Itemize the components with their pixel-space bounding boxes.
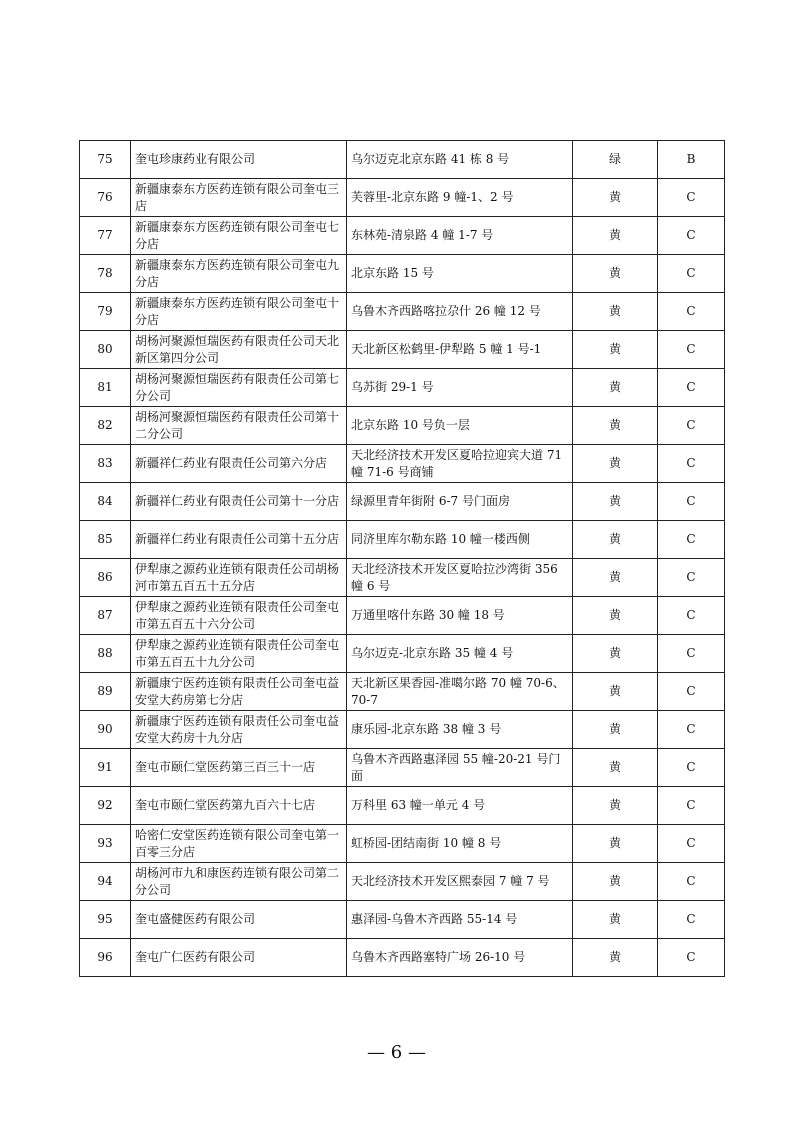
risk-color: 黄 — [573, 179, 658, 217]
company-name: 新疆康泰东方医药连锁有限公司奎屯三店 — [131, 179, 347, 217]
table-row — [80, 635, 725, 673]
risk-color: 黄 — [573, 597, 658, 635]
company-name: 新疆康宁医药连锁有限责任公司奎屯益安堂大药房第七分店 — [131, 673, 347, 711]
store-address: 乌鲁木齐西路塞特广场 26-10 号 — [347, 939, 573, 977]
risk-color: 黄 — [573, 369, 658, 407]
table-row — [80, 217, 725, 255]
company-name: 奎屯珍康药业有限公司 — [131, 141, 347, 179]
row-number: 87 — [80, 597, 131, 635]
table-row — [80, 901, 725, 939]
store-address: 绿源里青年街附 6-7 号门面房 — [347, 483, 573, 521]
company-name: 新疆康泰东方医药连锁有限公司奎屯九分店 — [131, 255, 347, 293]
table-row — [80, 445, 725, 483]
credit-grade: C — [658, 445, 725, 483]
row-number: 75 — [80, 141, 131, 179]
table-row — [80, 483, 725, 521]
table-row — [80, 863, 725, 901]
store-address: 万科里 63 幢一单元 4 号 — [347, 787, 573, 825]
store-address: 天北新区松鹤里-伊犁路 5 幢 1 号-1 — [347, 331, 573, 369]
credit-grade: C — [658, 673, 725, 711]
company-name: 伊犁康之源药业连锁有限责任公司奎屯市第五百五十六分公司 — [131, 597, 347, 635]
table-row — [80, 673, 725, 711]
store-address: 康乐园-北京东路 38 幢 3 号 — [347, 711, 573, 749]
table-row — [80, 939, 725, 977]
company-name: 奎屯市颐仁堂医药第九百六十七店 — [131, 787, 347, 825]
risk-color: 黄 — [573, 939, 658, 977]
table-row — [80, 559, 725, 597]
table-row — [80, 749, 725, 787]
row-number: 76 — [80, 179, 131, 217]
risk-color: 黄 — [573, 293, 658, 331]
store-address: 乌苏街 29-1 号 — [347, 369, 573, 407]
company-name: 新疆康泰东方医药连锁有限公司奎屯七分店 — [131, 217, 347, 255]
risk-color: 黄 — [573, 445, 658, 483]
risk-color: 绿 — [573, 141, 658, 179]
company-name: 哈密仁安堂医药连锁有限公司奎屯第一百零三分店 — [131, 825, 347, 863]
risk-color: 黄 — [573, 217, 658, 255]
credit-grade: B — [658, 141, 725, 179]
risk-color: 黄 — [573, 407, 658, 445]
table-row — [80, 179, 725, 217]
credit-grade: C — [658, 597, 725, 635]
table-row — [80, 825, 725, 863]
table-row — [80, 597, 725, 635]
store-address: 乌尔迈克北京东路 41 栋 8 号 — [347, 141, 573, 179]
row-number: 95 — [80, 901, 131, 939]
credit-grade: C — [658, 711, 725, 749]
credit-grade: C — [658, 217, 725, 255]
row-number: 81 — [80, 369, 131, 407]
risk-color: 黄 — [573, 787, 658, 825]
table-row — [80, 293, 725, 331]
row-number: 92 — [80, 787, 131, 825]
company-name: 新疆祥仁药业有限责任公司第十一分店 — [131, 483, 347, 521]
credit-grade: C — [658, 939, 725, 977]
row-number: 86 — [80, 559, 131, 597]
table-body — [80, 141, 725, 977]
credit-grade: C — [658, 863, 725, 901]
store-address: 天北经济技术开发区夏哈拉迎宾大道 71 幢 71-6 号商铺 — [347, 445, 573, 483]
company-name: 胡杨河聚源恒瑞医药有限责任公司天北新区第四分公司 — [131, 331, 347, 369]
risk-color: 黄 — [573, 255, 658, 293]
credit-grade: C — [658, 293, 725, 331]
company-name: 新疆康泰东方医药连锁有限公司奎屯十分店 — [131, 293, 347, 331]
row-number: 88 — [80, 635, 131, 673]
credit-grade: C — [658, 635, 725, 673]
store-address: 芙蓉里-北京东路 9 幢-1、2 号 — [347, 179, 573, 217]
company-name: 奎屯盛健医药有限公司 — [131, 901, 347, 939]
risk-color: 黄 — [573, 635, 658, 673]
credit-grade: C — [658, 787, 725, 825]
credit-grade: C — [658, 331, 725, 369]
store-address: 天北新区果香园-准噶尔路 70 幢 70-6、70-7 — [347, 673, 573, 711]
risk-color: 黄 — [573, 483, 658, 521]
table-row — [80, 331, 725, 369]
company-name: 伊犁康之源药业连锁有限责任公司奎屯市第五百五十九分公司 — [131, 635, 347, 673]
row-number: 79 — [80, 293, 131, 331]
store-address: 北京东路 15 号 — [347, 255, 573, 293]
row-number: 89 — [80, 673, 131, 711]
company-name: 奎屯市颐仁堂医药第三百三十一店 — [131, 749, 347, 787]
page-number: — 6 — — [367, 1042, 426, 1063]
company-name: 伊犁康之源药业连锁有限责任公司胡杨河市第五百五十五分店 — [131, 559, 347, 597]
table-row — [80, 521, 725, 559]
credit-grade: C — [658, 483, 725, 521]
credit-grade: C — [658, 407, 725, 445]
risk-color: 黄 — [573, 901, 658, 939]
company-name: 胡杨河市九和康医药连锁有限公司第二分公司 — [131, 863, 347, 901]
table-row — [80, 407, 725, 445]
table-row — [80, 255, 725, 293]
row-number: 80 — [80, 331, 131, 369]
row-number: 93 — [80, 825, 131, 863]
credit-grade: C — [658, 901, 725, 939]
credit-grade: C — [658, 255, 725, 293]
company-name: 奎屯广仁医药有限公司 — [131, 939, 347, 977]
row-number: 78 — [80, 255, 131, 293]
store-address: 乌鲁木齐西路惠泽园 55 幢-20-21 号门面 — [347, 749, 573, 787]
table-row — [80, 711, 725, 749]
store-address: 同济里库尔勒东路 10 幢一楼西侧 — [347, 521, 573, 559]
store-address: 天北经济技术开发区夏哈拉沙湾街 356 幢 6 号 — [347, 559, 573, 597]
row-number: 90 — [80, 711, 131, 749]
store-address: 惠泽园-乌鲁木齐西路 55-14 号 — [347, 901, 573, 939]
store-address: 乌尔迈克-北京东路 35 幢 4 号 — [347, 635, 573, 673]
credit-grade: C — [658, 825, 725, 863]
row-number: 94 — [80, 863, 131, 901]
table-row — [80, 141, 725, 179]
company-name: 胡杨河聚源恒瑞医药有限责任公司第七分公司 — [131, 369, 347, 407]
credit-grade: C — [658, 559, 725, 597]
risk-color: 黄 — [573, 521, 658, 559]
store-address: 北京东路 10 号负一层 — [347, 407, 573, 445]
store-address: 东林苑-清泉路 4 幢 1-7 号 — [347, 217, 573, 255]
row-number: 82 — [80, 407, 131, 445]
company-name: 胡杨河聚源恒瑞医药有限责任公司第十二分公司 — [131, 407, 347, 445]
store-address: 乌鲁木齐西路喀拉尕什 26 幢 12 号 — [347, 293, 573, 331]
credit-grade: C — [658, 521, 725, 559]
table-row — [80, 787, 725, 825]
risk-color: 黄 — [573, 749, 658, 787]
row-number: 91 — [80, 749, 131, 787]
company-name: 新疆康宁医药连锁有限责任公司奎屯益安堂大药房十九分店 — [131, 711, 347, 749]
credit-grade: C — [658, 179, 725, 217]
pharmacy-grading-table — [79, 140, 725, 977]
company-name: 新疆祥仁药业有限责任公司第十五分店 — [131, 521, 347, 559]
store-address: 万通里喀什东路 30 幢 18 号 — [347, 597, 573, 635]
risk-color: 黄 — [573, 863, 658, 901]
risk-color: 黄 — [573, 673, 658, 711]
risk-color: 黄 — [573, 559, 658, 597]
table-row — [80, 369, 725, 407]
credit-grade: C — [658, 369, 725, 407]
row-number: 83 — [80, 445, 131, 483]
row-number: 77 — [80, 217, 131, 255]
row-number: 96 — [80, 939, 131, 977]
store-address: 天北经济技术开发区熙泰园 7 幢 7 号 — [347, 863, 573, 901]
row-number: 85 — [80, 521, 131, 559]
risk-color: 黄 — [573, 825, 658, 863]
risk-color: 黄 — [573, 711, 658, 749]
credit-grade: C — [658, 749, 725, 787]
company-name: 新疆祥仁药业有限责任公司第六分店 — [131, 445, 347, 483]
risk-color: 黄 — [573, 331, 658, 369]
row-number: 84 — [80, 483, 131, 521]
store-address: 虹桥园-团结南街 10 幢 8 号 — [347, 825, 573, 863]
